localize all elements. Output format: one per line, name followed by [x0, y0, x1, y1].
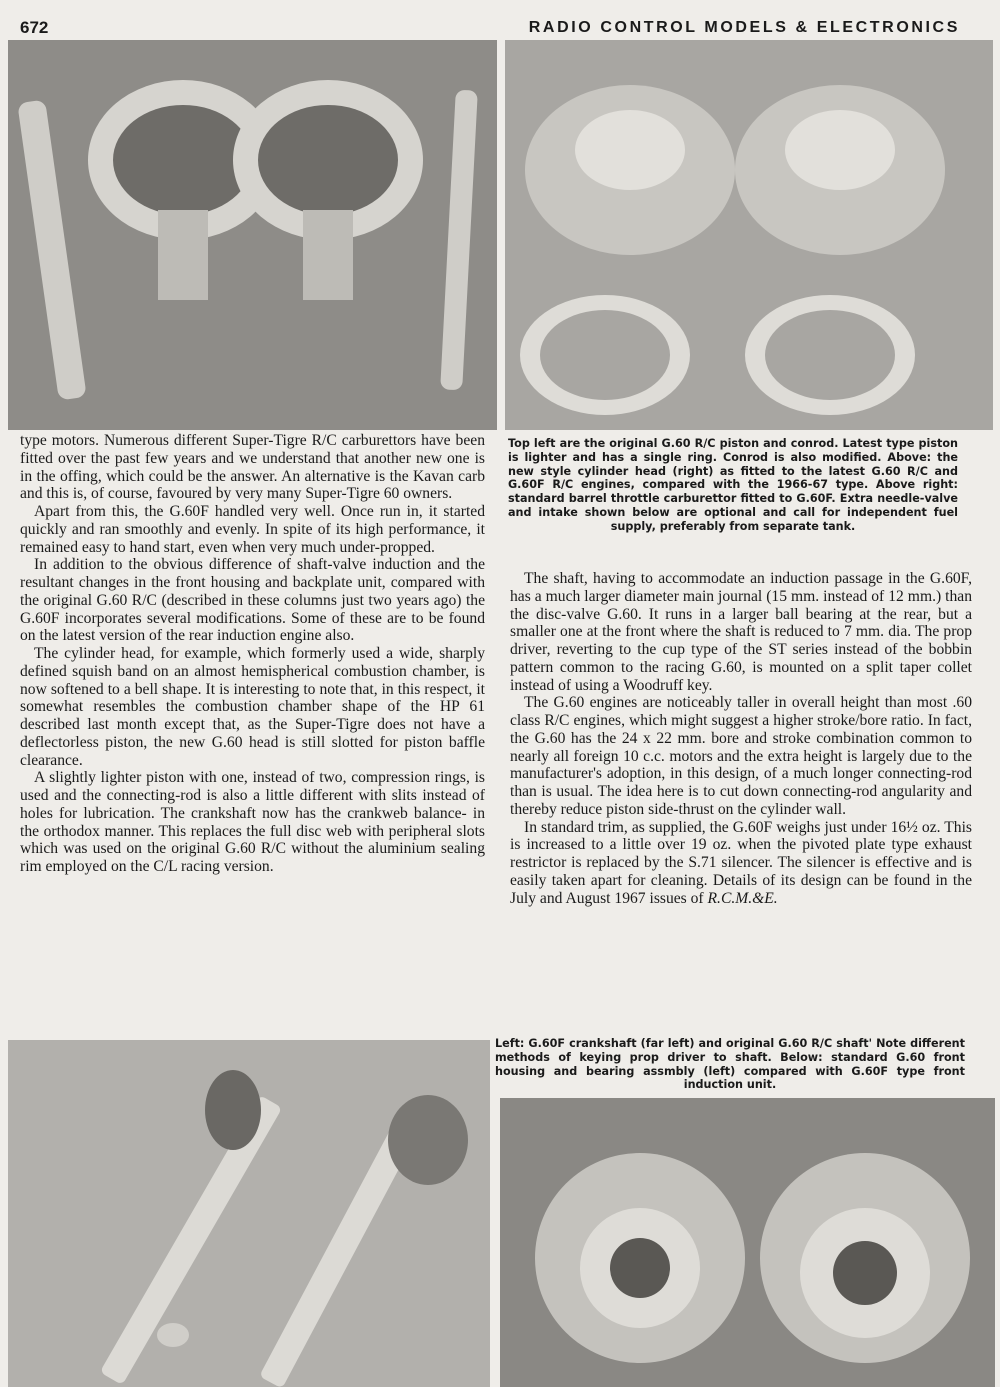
- paragraph: The shaft, having to accommodate an induction passage in the G.60F, has a much larger diameter main journal (15 mm. instead of 12 mm.) than the disc-valve G.60. It runs in a larger ball bearing at the rear, but a smaller one at the front where the shaft is reduced to 7 mm. dia. The prop driver, reverting to the cup type of the ST series instead of the bobbin pattern common to the racing G.60, is mounted on a split taper collet instead of using a Woodruff key.: [510, 570, 972, 694]
- top-photo-caption: Top left are the original G.60 R/C piston and conrod. Latest type piston is lighter and has a single ring. Conrod is also modified. Above: the new style cylinder head (right) as fitted to the latest G.60 R/C and G.60F R/C engines, compared with the 1966-67 type. Above right: standard barrel throttle carburettor fitted to G.60F. Extra needle-valve and intake shown below are optional and call for independent fuel supply, preferably from separate tank.: [508, 437, 958, 533]
- paragraph: [510, 819, 972, 908]
- cylinder-head-photo: [505, 40, 993, 430]
- paragraph: The cylinder head, for example, which formerly used a wide, sharply defined squish band on an almost hemispherical combustion chamber, is now softened to a bell shape. It is interesting to note that, in this respect, it somewhat resembles the combustion chamber shape of the HP 61 described last month except that, as the Super-Tigre does not have a deflectorless piston, the new G.60 head is still slotted for piston baffle clearance.: [20, 645, 485, 769]
- running-title: RADIO CONTROL MODELS & ELECTRONICS: [528, 19, 960, 36]
- front-housing-photo: [500, 1098, 995, 1387]
- paragraph: A slightly lighter piston with one, instead of two, compression rings, is used and the connecting-rod is also a little different with slits instead of holes for lubrication. The crankshaft now has the crankweb balance- in the orthodox manner. This replaces the full disc web with peripheral slots which was used on the original G.60 R/C without the aluminium sealing rim employed on the C/L racing version.: [20, 769, 485, 875]
- paragraph: In addition to the obvious difference of shaft-valve induction and the resultant changes in the front housing and backplate unit, compared with the original G.60 R/C (described in these columns just two years ago) the G.60F incorporates several modifications. Some of these are to be found on the latest version of the rear induction engine also.: [20, 556, 485, 645]
- paragraph: type motors. Numerous different Super-Tigre R/C carburettors have been fitted over the past few years and we understand that another new one is in the offing, which could be the answer. An alternative is the Kavan carb and this is, of course, favoured by very many Super-Tigre 60 owners.: [20, 432, 485, 503]
- right-text-column: [510, 570, 972, 907]
- crankshaft-photo: [8, 1040, 490, 1387]
- piston-conrod-photo: [8, 40, 497, 430]
- left-text-column: [20, 432, 485, 876]
- paragraph-text: In standard trim, as supplied, the G.60F weighs just under 16½ oz. This is increased to a little over 19 oz. when the pivoted plate type exhaust restrictor is replaced by the S.71 silencer. The silencer is effective and is easily taken apart for cleaning. Details of its design can be found in the July and August 1967 issues of: [510, 818, 972, 907]
- bottom-photo-caption: Left: G.60F crankshaft (far left) and original G.60 R/C shaft' Note different methods of keying prop driver to shaft. Below: standard G.60 front housing and bearing assmbly (left) compared with G.60F type front induction unit.: [495, 1037, 965, 1092]
- paragraph: The G.60 engines are noticeably taller in overall height than most .60 class R/C engines, which might suggest a higher stroke/bore ratio. In fact, the G.60 has the 24 x 22 mm. bore and stroke combination common to nearly all foreign 10 c.c. motors and the extra height is largely due to the manufacturer's adoption, in this design, of a much longer connecting-rod than is usual. The idea here is to cut down connecting-rod angularity and thereby reduce piston side-thrust on the cylinder wall.: [510, 694, 972, 818]
- magazine-abbreviation: R.C.M.&E.: [707, 889, 778, 907]
- page-number: 672: [20, 18, 49, 37]
- paragraph: Apart from this, the G.60F handled very well. Once run in, it started quickly and ran smoothly and evenly. In spite of its high performance, it remained easy to hand start, even when very much under-propped.: [20, 503, 485, 556]
